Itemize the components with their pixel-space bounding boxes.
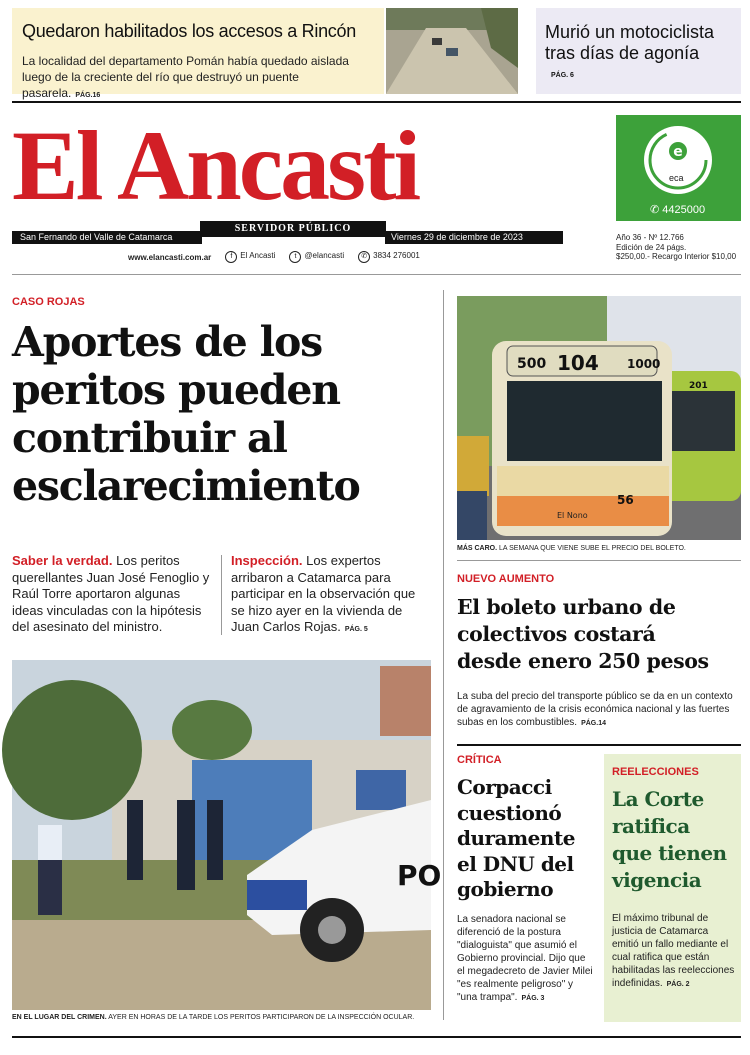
corpacci-headline[interactable]: Corpacci cuestionó duramente el DNU del gobierno: [457, 775, 575, 901]
divider: [12, 101, 741, 103]
photo-caption: MÁS CARO. LA SEMANA QUE VIENE SUBE EL PRECIO DEL BOLETO.: [457, 545, 686, 552]
eca-ad[interactable]: [616, 115, 741, 221]
corpacci-body: La senadora nacional se diferenció de la postura "dialoguista" que asumió el Gobierno provincial. Dijo que el megadecreto de Javier Milei "es realmente peligroso" y "una trampa". PÁG. 3: [457, 914, 593, 1003]
svg-text:PO: PO: [397, 859, 442, 892]
eca-phone: ✆ 4425000: [650, 204, 706, 216]
teaser-rincon-photo: [386, 8, 518, 94]
teaser-rincon[interactable]: [12, 8, 384, 100]
tagline: SERVIDOR PÚBLICO: [200, 221, 386, 237]
location-bar: San Fernando del Valle de Catamarca: [12, 231, 202, 244]
svg-text:104: 104: [557, 351, 599, 375]
divider: [457, 744, 741, 746]
divider: [12, 1036, 741, 1038]
bus-headline[interactable]: El boleto urbano de colectivos costará desde enero 250 pesos: [457, 595, 709, 673]
divider: [443, 290, 444, 1020]
facebook-icon: f: [225, 251, 237, 263]
website-link[interactable]: www.elancasti.com.ar: [128, 252, 212, 262]
main-col1: Saber la verdad. Los peritos querellantes Juan José Fenoglio y Raúl Torre aportaron algunas ideas vinculadas con la hipótesis del asesinato del ministro.: [12, 553, 210, 634]
page-ref: PÁG. 6: [551, 72, 574, 79]
svg-text:1000: 1000: [627, 357, 661, 371]
svg-text:500: 500: [517, 356, 547, 372]
eca-brand: eca: [669, 173, 684, 183]
date-bar: Viernes 29 de diciembre de 2023: [385, 231, 563, 244]
section-label: NUEVO AUMENTO: [457, 573, 555, 585]
divider: [221, 555, 222, 635]
edition-number: Año 36 - Nº 12.766: [616, 233, 684, 242]
corte-headline: La Corte ratifica que tienen vigencia: [612, 787, 727, 892]
twitter-link[interactable]: t @elancasti: [289, 251, 344, 263]
teaser-rincon-title: Quedaron habilitados los accesos a Rincón: [22, 21, 356, 41]
teaser-rincon-body: La localidad del departamento Pomán había quedado aislada luego de la creciente del río que destruyó un puente pasarela. PÁG.16: [22, 54, 349, 100]
svg-text:El Nono: El Nono: [557, 511, 588, 520]
edition-price: $250,00.- Recargo Interior $10,00: [616, 252, 737, 261]
teaser-motociclista-title: Murió un motociclista tras días de agonía: [545, 22, 715, 63]
main-col2: Inspección. Los expertos arribaron a Catamarca para participar en la observación que se hizo ayer en la vivienda de Juan Carlos Rojas. PÁG. 5: [231, 553, 416, 634]
edition-info: [616, 233, 736, 262]
twitter-icon: t: [289, 251, 301, 263]
divider: [12, 274, 741, 275]
crime-scene-photo: [12, 660, 442, 1010]
teaser-motociclista[interactable]: [536, 8, 741, 94]
bus-body: La suba del precio del transporte público se da en un contexto de agravamiento de la crisis económica nacional y las fuertes subas en los combustibles. PÁG.14: [457, 691, 733, 728]
facebook-link[interactable]: f El Ancasti: [225, 251, 275, 263]
divider: [457, 560, 741, 561]
corte-box[interactable]: [604, 754, 741, 1022]
edition-pages: Edición de 24 págs.: [616, 242, 687, 252]
section-label: CRÍTICA: [457, 754, 502, 766]
phone-link[interactable]: ✆ 3834 276001: [358, 251, 420, 263]
section-label: CASO ROJAS: [12, 296, 85, 308]
section-label: REELECCIONES: [612, 766, 699, 778]
photo-caption: EN EL LUGAR DEL CRIMEN. AYER EN HORAS DE LA TARDE LOS PERITOS PARTICIPARON DE LA INSPECCIÓN OCULAR.: [12, 1014, 415, 1021]
masthead-logo: El Ancasti: [12, 110, 419, 221]
svg-text:56: 56: [617, 493, 634, 507]
svg-text:e: e: [673, 144, 683, 160]
bus-photo: [457, 296, 741, 540]
contact-row: [128, 251, 420, 263]
page-ref: PÁG.16: [75, 92, 101, 99]
main-headline[interactable]: Aportes de los peritos pueden contribuir al esclarecimiento: [12, 318, 360, 510]
corte-body: El máximo tribunal de justicia de Catamarca emitió un fallo mediante el cual ratifica que están habilitadas las reelecciones indefinidas. PÁG. 2: [612, 913, 735, 989]
whatsapp-icon: ✆: [358, 251, 370, 263]
svg-text:201: 201: [689, 381, 708, 391]
